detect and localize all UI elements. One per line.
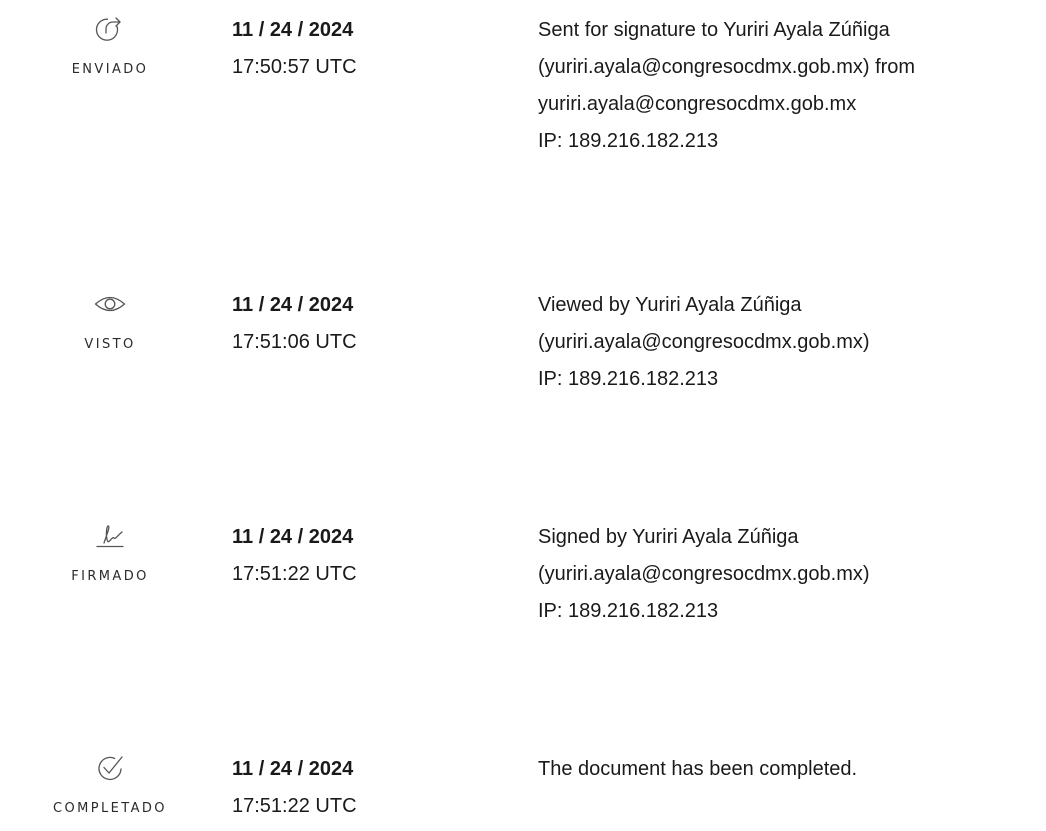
description-line: The document has been completed.	[538, 758, 858, 780]
event-time: 17:51:22 UTC	[232, 795, 357, 817]
check-circle-icon	[93, 751, 127, 785]
event-timestamp	[232, 519, 357, 593]
event-date: 11 / 24 / 2024	[232, 294, 354, 316]
description-line: yuriri.ayala@congresocdmx.gob.mx	[538, 93, 857, 115]
description-line: IP: 189.216.182.213	[538, 130, 719, 152]
eye-icon	[93, 287, 127, 321]
event-description	[538, 519, 1038, 630]
event-description	[538, 287, 1038, 398]
description-line: Signed by Yuriri Ayala Zúñiga	[538, 526, 799, 548]
description-line: Viewed by Yuriri Ayala Zúñiga	[538, 294, 802, 316]
description-line: (yuriri.ayala@congresocdmx.gob.mx) from	[538, 56, 916, 78]
event-time: 17:50:57 UTC	[232, 56, 357, 78]
description-line: IP: 189.216.182.213	[538, 368, 719, 390]
event-status	[40, 287, 180, 352]
status-label: VISTO	[84, 337, 136, 352]
description-line: IP: 189.216.182.213	[538, 600, 719, 622]
status-label: COMPLETADO	[53, 801, 167, 816]
forward-arrow-icon	[93, 12, 127, 46]
event-description	[538, 751, 1038, 788]
event-date: 11 / 24 / 2024	[232, 19, 354, 41]
event-date: 11 / 24 / 2024	[232, 526, 354, 548]
event-status	[40, 519, 180, 584]
signature-icon	[93, 519, 127, 553]
status-label: ENVIADO	[71, 62, 149, 77]
event-timestamp	[232, 12, 357, 86]
event-date: 11 / 24 / 2024	[232, 758, 354, 780]
event-time: 17:51:06 UTC	[232, 331, 357, 353]
description-line: Sent for signature to Yuriri Ayala Zúñiga	[538, 19, 890, 41]
event-status	[40, 12, 180, 77]
event-status	[40, 751, 180, 816]
status-label: FIRMADO	[71, 569, 149, 584]
description-line: (yuriri.ayala@congresocdmx.gob.mx)	[538, 331, 870, 353]
event-timestamp	[232, 751, 357, 825]
description-line: (yuriri.ayala@congresocdmx.gob.mx)	[538, 563, 870, 585]
event-description	[538, 12, 1038, 160]
event-time: 17:51:22 UTC	[232, 563, 357, 585]
event-timestamp	[232, 287, 357, 361]
